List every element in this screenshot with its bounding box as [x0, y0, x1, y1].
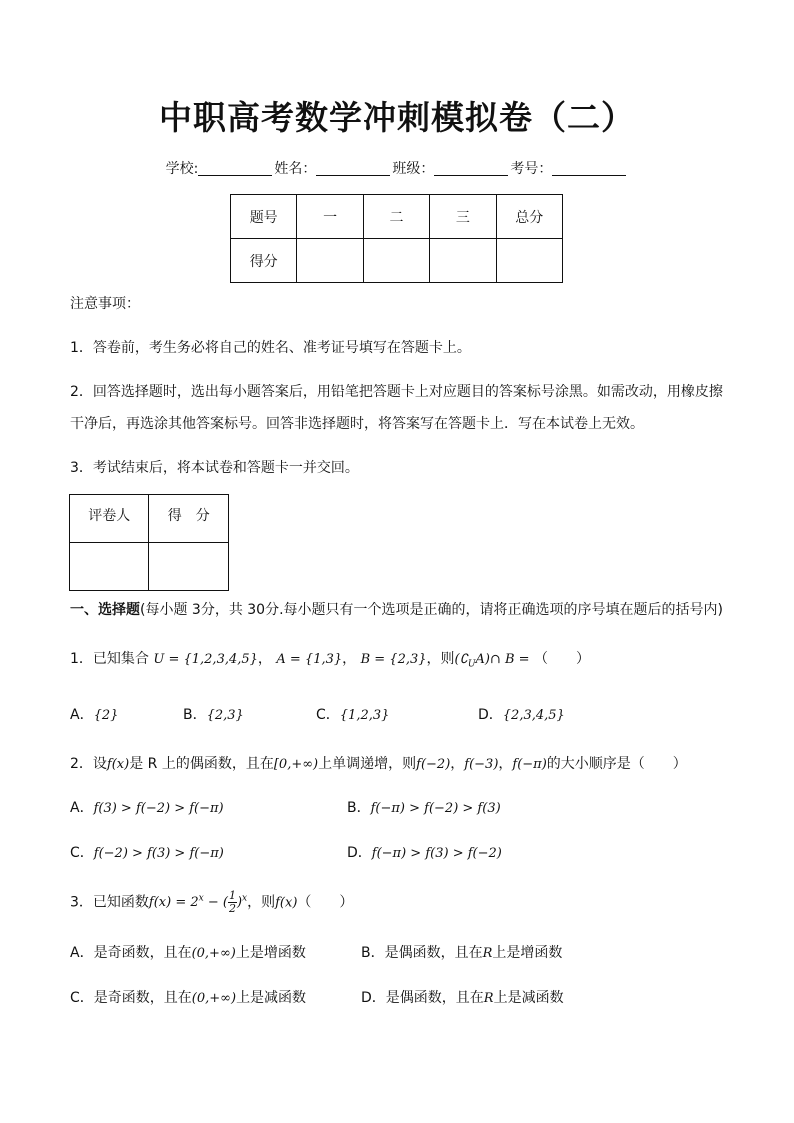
option-label: C．	[70, 845, 94, 861]
frac-num: 1	[228, 889, 236, 903]
func-fx: f(x)	[106, 757, 130, 772]
option-a[interactable]	[70, 704, 118, 724]
page-title: 中职高考数学冲刺模拟卷（二）	[159, 98, 635, 137]
option-label: A．	[70, 707, 94, 723]
name-label: 姓名：	[274, 161, 317, 177]
option-value: f(−2) > f(3) > f(−π)	[93, 846, 224, 861]
interval: (0,+∞)	[191, 946, 236, 961]
option-d[interactable]	[347, 842, 502, 862]
value-1: f(−2)	[416, 757, 451, 772]
option-label: D．	[347, 845, 372, 861]
func-left: f(x) = 2	[148, 895, 199, 911]
option-b[interactable]	[361, 942, 562, 962]
func-exp: x	[242, 894, 248, 904]
note-item: 2．回答选择题时，选出每小题答案后，用铅笔把答题卡上对应题目的答案标号涂黑。如需改动，用橡皮擦	[70, 384, 723, 400]
q-text: 是 R 上的偶函数，且在	[129, 756, 274, 772]
number-blank[interactable]	[552, 161, 626, 176]
option-label: C．是奇函数，且在	[70, 990, 192, 1006]
note-item: 3．考试结束后，将本试卷和答题卡一并交回。	[70, 460, 359, 476]
option-value: f(−π) > f(−2) > f(3)	[370, 801, 501, 816]
option-label: C．	[316, 707, 340, 723]
question-1: 1．已知集合 U = {1,2,3,4,5}， A = {1,3}， B = {2,3}，则$(∁_UA)\cap$ B = （ ）	[70, 651, 590, 670]
score-header: 得 分	[149, 495, 229, 543]
grader-cell[interactable]	[70, 543, 149, 591]
fraction	[228, 890, 237, 915]
frac-den: 2	[228, 902, 236, 916]
option-c[interactable]	[316, 704, 389, 724]
option-label: B．	[183, 707, 207, 723]
q-ask: ，则	[247, 894, 276, 911]
class-blank[interactable]	[434, 161, 508, 176]
q-prefix: 3．已知函数	[70, 894, 149, 911]
expr-part: (∁	[454, 652, 468, 667]
score-cell[interactable]	[496, 239, 562, 283]
score-cell[interactable]	[149, 543, 229, 591]
option-label: D．是偶函数，且在	[361, 990, 484, 1006]
q-ask: ，则	[426, 651, 455, 667]
option-end: 上是减函数	[493, 990, 564, 1006]
option-label: A．	[70, 800, 94, 816]
score-header-cell: 三	[430, 195, 496, 239]
func-fx: f(x)	[275, 895, 298, 911]
option-value: {2}	[93, 708, 119, 723]
score-header-cell: 一	[297, 195, 363, 239]
option-end: 上是增函数	[235, 945, 306, 961]
set-expr	[454, 652, 530, 670]
func-right: )	[236, 895, 243, 911]
answer-paren: （ ）	[534, 651, 590, 667]
q-prefix: 1．已知集合	[70, 651, 149, 667]
option-d[interactable]	[478, 704, 565, 724]
school-label: 学校:	[165, 161, 199, 177]
score-table	[230, 194, 563, 283]
class-label: 班级：	[392, 161, 435, 177]
interval: (0,+∞)	[191, 991, 237, 1006]
q-end: 的大小顺序是（ ）	[546, 756, 687, 772]
option-label: D．	[478, 707, 503, 723]
interval: [0,+∞)	[273, 757, 319, 772]
option-end: 上是增函数	[492, 945, 563, 961]
section-title: 一、选择题	[70, 602, 140, 618]
number-label: 考号：	[510, 161, 553, 177]
option-a[interactable]	[70, 797, 224, 817]
note-item: 干净后，再选涂其他答案标号。回答非选择题时，将答案写在答题卡上．写在本试卷上无效。	[70, 416, 644, 432]
option-c[interactable]	[70, 987, 306, 1007]
set-a: A = {1,3}	[276, 652, 343, 667]
score-header-cell: 总分	[496, 195, 562, 239]
score-header-cell: 题号	[231, 195, 297, 239]
grader-header: 评卷人	[70, 495, 149, 543]
set-b: B = {2,3}	[360, 652, 427, 667]
grader-table	[69, 494, 229, 591]
value-3: f(−π)	[512, 757, 547, 772]
section-desc: (每小题 3分，共 30分.每小题只有一个选项是正确的，请将正确选项的序号填在题后的括号内)	[140, 602, 723, 618]
value-2: f(−3)	[464, 757, 499, 772]
option-label: B．	[347, 800, 371, 816]
real-set: R	[482, 946, 493, 961]
option-b[interactable]	[347, 797, 501, 817]
score-cell[interactable]	[363, 239, 429, 283]
expr-sub: U	[467, 659, 476, 670]
set-u: U = {1,2,3,4,5}	[153, 652, 258, 667]
option-value: {1,2,3}	[339, 708, 390, 723]
school-blank[interactable]	[198, 161, 272, 176]
score-header-cell: 二	[363, 195, 429, 239]
option-value: f(3) > f(−2) > f(−π)	[93, 801, 224, 816]
option-d[interactable]	[361, 987, 564, 1007]
note-item: 1．答卷前，考生务必将自己的姓名、准考证号填写在答题卡上。	[70, 340, 471, 356]
question-3	[70, 884, 353, 914]
answer-paren: （ ）	[297, 894, 354, 911]
function-expression	[148, 889, 248, 916]
expr-rest: A)∩ B =	[475, 652, 530, 667]
option-value: f(−π) > f(3) > f(−2)	[371, 846, 502, 861]
option-c[interactable]	[70, 842, 224, 862]
q-text: 上单调递增，则	[318, 756, 417, 772]
option-label: A．是奇函数，且在	[70, 945, 192, 961]
name-blank[interactable]	[316, 161, 390, 176]
option-value: {2,3}	[206, 708, 244, 723]
option-label: B．是偶函数，且在	[361, 945, 483, 961]
func-mid: − (	[203, 895, 228, 911]
option-end: 上是减函数	[236, 990, 307, 1006]
student-info-line	[0, 158, 794, 178]
func-exp: x	[198, 894, 204, 904]
q-prefix: 2．设	[70, 756, 107, 772]
section-heading	[70, 599, 723, 619]
option-a[interactable]	[70, 942, 306, 962]
score-row-label: 得分	[231, 239, 297, 283]
score-cell[interactable]	[430, 239, 496, 283]
option-b[interactable]	[183, 704, 244, 724]
notes-heading: 注意事项：	[70, 296, 140, 312]
score-cell[interactable]	[297, 239, 363, 283]
question-2: 2．设f(x)是 R 上的偶函数，且在[0,+∞)上单调递增，则f(−2)，f(−3)，f(−π)的大小顺序是（ ）	[70, 756, 687, 772]
option-value: {2,3,4,5}	[502, 708, 565, 723]
real-set: R	[483, 991, 494, 1006]
